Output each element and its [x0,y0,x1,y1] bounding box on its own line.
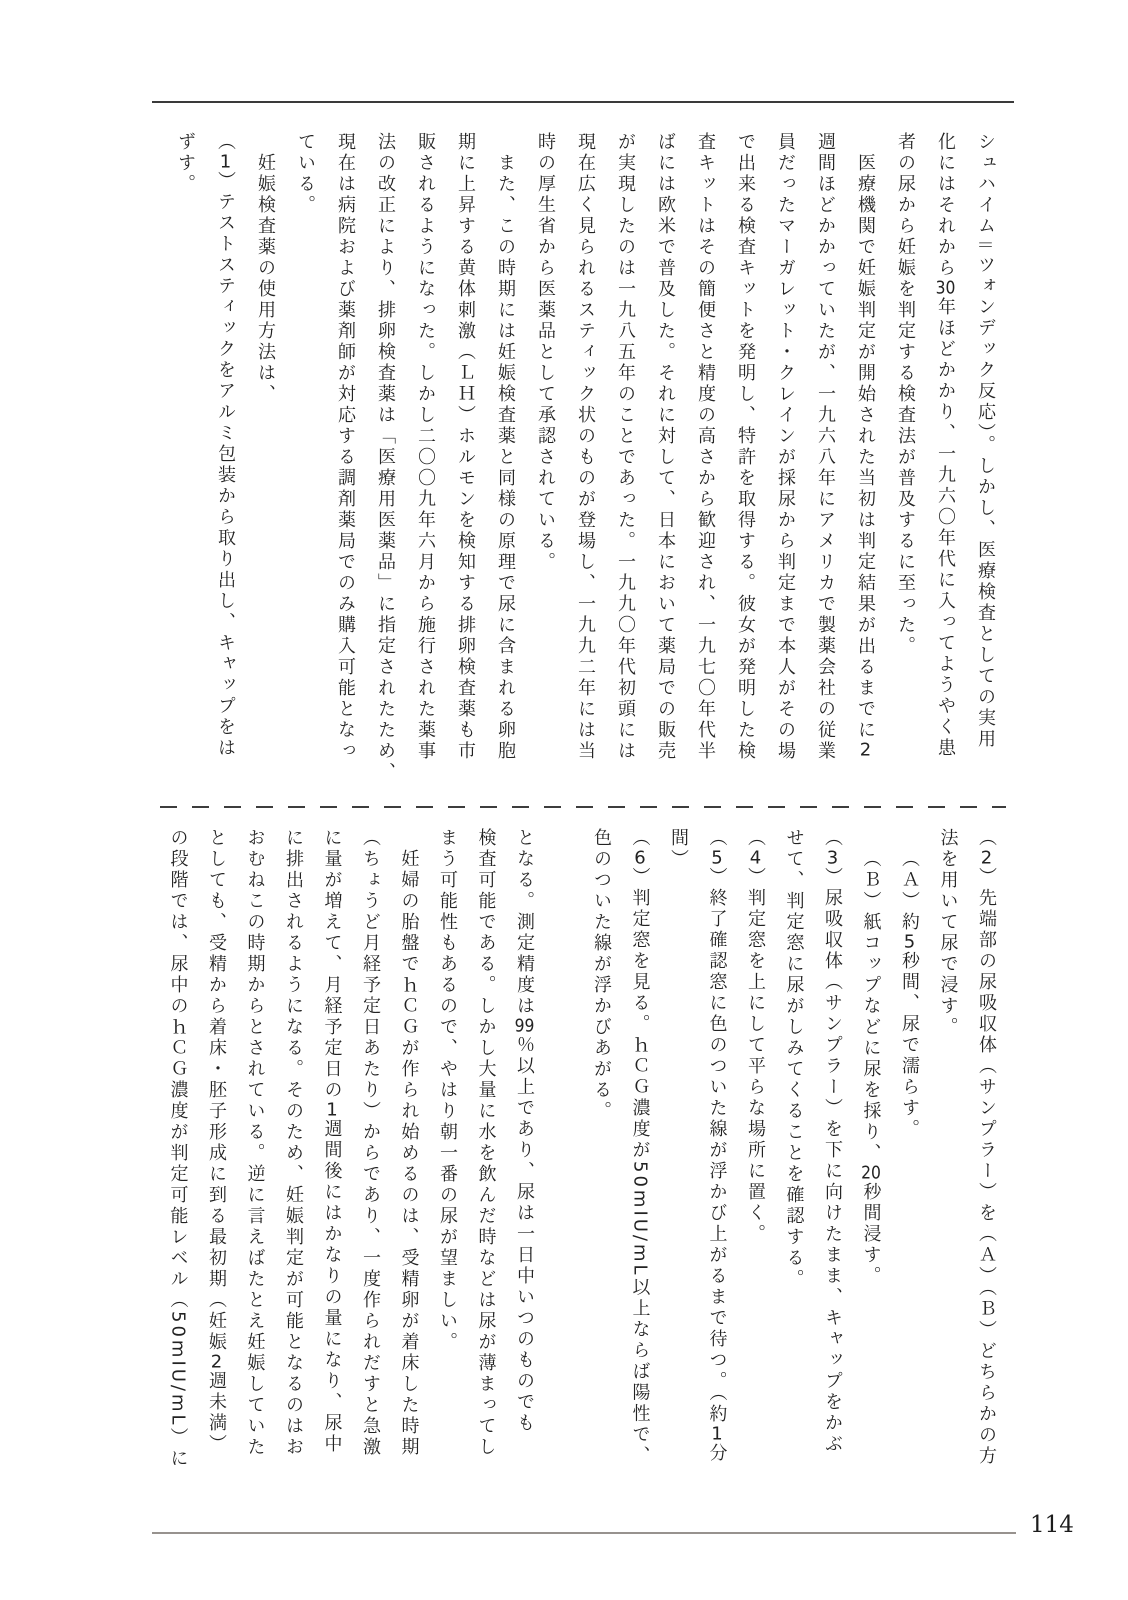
top-rule [152,101,1014,103]
page-number: 114 [1030,1512,1074,1538]
combined-upright-chars: 99 [514,1017,535,1035]
text-column: （4）判定窓を上にして平らな場所に置く。 [745,828,766,1245]
combined-upright-chars: 5 [903,933,916,951]
combined-upright-chars: 1 [711,1425,723,1443]
text-column [543,828,582,1506]
text-column: 化にはそれから30年ほどかかり、一九六〇年代に入ってようやく患 [935,132,956,759]
text-column: ている。 [295,132,316,216]
text-column: 法を用いて尿で浸す。 [937,828,959,1038]
text-column: 医療機関で妊娠判定が開始された当初は判定結果が出るまでに2 [855,153,876,759]
text-column: おむねこの時期からとされている。逆に言えばたとえ妊娠していた [244,828,266,1458]
combined-upright-chars: 2 [210,1353,223,1371]
text-column: が実現したのは一九八五年のことであった。一九九〇年代初頭には [615,132,636,762]
text-column: （ちょうど月経予定日あたり）からであり、一度作られだすと急激 [360,828,381,1458]
combined-upright-chars: 20 [861,1164,881,1182]
combined-upright-chars: 2 [859,741,872,759]
text-column: （2）先端部の尿吸収体（サンプラー）を（Ａ）（Ｂ）どちらかの方 [976,828,997,1467]
text-column: 妊婦の胎盤でｈＣＧが作られ始めるのは、受精卵が着床した時期 [398,849,420,1458]
text-column: また、この時期には妊娠検査薬と同様の原理で尿に含まれる卵胞 [495,153,516,762]
text-column: 現在広く見られるスティック状のものが登場し、一九九二年には当 [575,132,596,762]
text-column: 法の改正により、排卵検査薬は「医療用医薬品」に指定されたため、 [375,132,396,783]
text-column: シュハイム＝ツォンデック反応）。しかし、医療検査としての実用 [975,132,996,750]
text-column: としても、受精から着床・胚子形成に到る最初期（妊娠2週未満） [206,828,227,1455]
text-column: で出来る検査キットを発明し、特許を取得する。彼女が発明した検 [735,132,756,762]
text-column: 妊娠検査薬の使用方法は、 [255,153,276,405]
text-column: （5）終了確認窓に色のついた線が浮かび上がるまで待つ。（約1分 [706,828,728,1464]
text-column: （6）判定窓を見る。ｈＣＧ濃度が50mIU/mL以上ならば陽性で、 [629,828,651,1467]
text-column: ずす。 [175,132,196,195]
text-column: ばには欧米で普及した。それに対して、日本において薬局での販売 [655,132,676,762]
combined-upright-chars: 2 [980,849,993,867]
text-column: 色のついた線が浮かびあがる。 [591,828,612,1122]
text-column: 現在は病院および薬剤師が対応する調剤薬局でのみ購入可能となっ [335,132,356,762]
text-column: （Ａ）約5秒間、尿で濡らす。 [899,849,920,1140]
bottom-rule [152,1532,1016,1534]
text-column: の段階では、尿中のｈＣＧ濃度が判定可能レベル（50mIU/mL）に [167,828,189,1470]
combined-upright-chars: 5 [711,849,723,867]
combined-upright-chars: 1 [219,153,232,171]
text-column: 販されるようになった。しかし二〇〇九年六月から施行された薬事 [415,132,436,762]
text-column: 者の尿から妊娠を判定する検査法が普及するに至った。 [895,132,916,657]
text-column: 週間ほどかかっていたが、一九六八年にアメリカで製薬会社の従業 [815,132,836,762]
text-column: せて、判定窓に尿がしみてくることを確認する。 [783,828,805,1290]
text-column: （Ｂ）紙コップなどに尿を採り、20秒間浸す。 [860,849,882,1287]
section-separator-dashed-line [160,806,1006,808]
text-column: に量が増えて、月経予定日の1週間後にはかなりの量になり、尿中 [321,828,343,1455]
combined-upright-chars: 1 [326,1101,338,1119]
combined-upright-chars: ＝ [976,237,995,255]
text-column: 期に上昇する黄体刺激（ＬＨ）ホルモンを検知する排卵検査薬も市 [455,132,476,762]
text-column: に排出されるようになる。そのため、妊娠判定が可能となるのはお [283,828,304,1458]
text-column: まう可能性もあるので、やはり朝一番の尿が望ましい。 [437,828,458,1353]
bottom-text-block [158,828,1005,1506]
combined-upright-chars: 4 [749,849,762,867]
text-column: （3）尿吸収体（サンプラー）を下に向けたまま、キャップをかぶ [822,828,843,1455]
text-column: 員だったマーガレット・クレインが採尿から判定まで本人がその場 [775,132,796,762]
text-column: （1）テストスティックをアルミ包装から取り出し、キャップをは [215,132,236,759]
combined-upright-chars: 6 [634,849,646,867]
text-column: 検査可能である。しかし大量に水を飲んだ時などは尿が薄まってし [475,828,497,1458]
combined-upright-chars: 30 [935,279,956,297]
text-column: 時の厚生省から医薬品として承認されている。 [535,132,556,573]
text-column: となる。測定精度は99％以上であり、尿は一日中いつのものでも [514,828,535,1434]
text-column: 査キットはその簡便さと精度の高さから歓迎され、一九七〇年代半 [695,132,716,762]
text-column: 間） [668,828,689,870]
combined-upright-chars: 3 [826,849,839,867]
top-text-block [158,132,1005,798]
